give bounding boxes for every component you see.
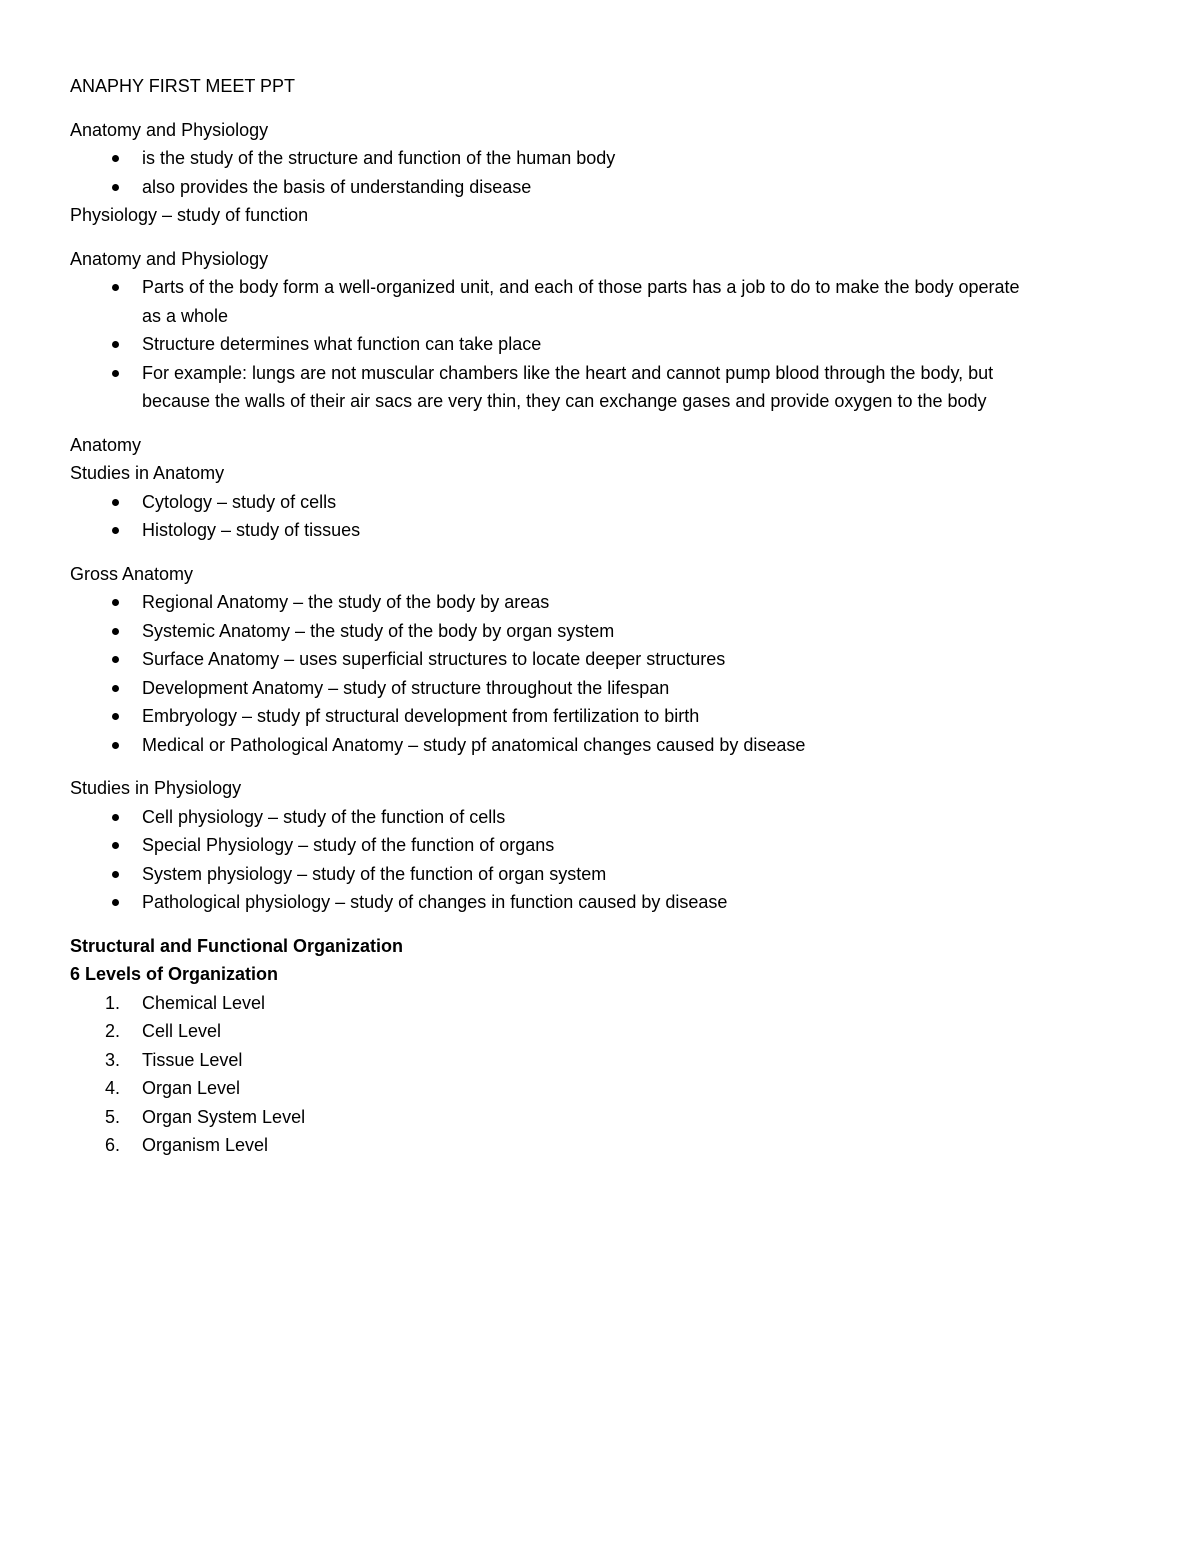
document-page (70, 72, 1130, 1160)
bullet-icon (112, 685, 119, 692)
list-item-text: Cell physiology – study of the function of cells (142, 806, 506, 827)
list-item-text: Histology – study of tissues (142, 520, 361, 540)
list-item-text: is the study of the structure and function of the human body (142, 148, 616, 168)
bullet-icon (112, 814, 119, 821)
list-item (70, 645, 1130, 674)
list-item (70, 989, 1130, 1018)
bullet-list (70, 488, 1130, 545)
list-item (70, 888, 1130, 917)
bullet-icon (112, 527, 119, 534)
list-number: 5. (105, 1106, 121, 1127)
list-item (70, 1046, 1130, 1075)
list-item (70, 1103, 1130, 1132)
list-item-text: Organ Level (142, 1078, 241, 1098)
list-item-text: Cytology – study of cells (142, 491, 337, 512)
definition-line: Physiology – study of function (70, 205, 309, 225)
list-item (70, 588, 1130, 617)
section-heading: Anatomy and Physiology (70, 248, 269, 269)
list-item-text: Surface Anatomy – uses superficial structures to locate deeper structures (142, 649, 726, 669)
list-item (70, 803, 1130, 832)
list-item-text: Cell Level (142, 1021, 222, 1041)
list-item (70, 831, 1130, 860)
list-item-text: Medical or Pathological Anatomy – study pf anatomical changes caused by disease (142, 734, 806, 755)
list-item-text: Pathological physiology – study of changes in function caused by disease (142, 892, 728, 912)
list-item (70, 273, 1130, 330)
list-item (70, 359, 1130, 416)
list-item-text: Parts of the body form a well-organized unit, and each of those parts has a job to do to make the body operate (142, 277, 1020, 297)
list-item-text: Organ System Level (142, 1106, 306, 1127)
list-number: 1. (105, 992, 121, 1013)
bullet-icon (112, 842, 119, 849)
list-item (70, 1017, 1130, 1046)
bullet-icon (112, 155, 119, 162)
list-item (70, 173, 1130, 202)
bullet-list (70, 588, 1130, 759)
list-item (70, 731, 1130, 760)
list-item (70, 488, 1130, 517)
bullet-list (70, 803, 1130, 917)
section-heading: Anatomy (70, 434, 142, 455)
bullet-list (70, 144, 1130, 201)
bullet-icon (112, 628, 119, 635)
bullet-icon (112, 713, 119, 720)
list-item-text: Chemical Level (142, 992, 266, 1013)
section-heading: Studies in Physiology (70, 778, 242, 798)
bullet-icon (112, 599, 119, 606)
list-item (70, 516, 1130, 545)
list-item (70, 1074, 1130, 1103)
list-item (70, 702, 1130, 731)
list-item-text: also provides the basis of understanding disease (142, 176, 532, 197)
bullet-icon (112, 742, 119, 749)
list-item (70, 1131, 1130, 1160)
bullet-icon (112, 899, 119, 906)
list-item (70, 330, 1130, 359)
list-item-text: Organism Level (142, 1135, 269, 1155)
section-heading: Gross Anatomy (70, 563, 194, 584)
numbered-list (70, 989, 1130, 1160)
list-item-text: Systemic Anatomy – the study of the body by organ system (142, 620, 615, 641)
bullet-icon (112, 341, 119, 348)
bullet-icon (112, 656, 119, 663)
bullet-icon (112, 370, 119, 377)
list-item-text: Regional Anatomy – the study of the body by areas (142, 592, 550, 612)
list-item-text: Development Anatomy – study of structure throughout the lifespan (142, 677, 670, 698)
list-number: 2. (105, 1021, 121, 1041)
bullet-icon (112, 499, 119, 506)
list-item-text: Tissue Level (142, 1049, 243, 1070)
bullet-icon (112, 284, 119, 291)
bullet-icon (112, 184, 119, 191)
list-item-text-continued: because the walls of their air sacs are very thin, they can exchange gases and provide oxygen to the body (142, 391, 987, 411)
bullet-icon (112, 871, 119, 878)
bullet-list (70, 273, 1130, 416)
list-item (70, 674, 1130, 703)
list-item-text: Special Physiology – study of the function of organs (142, 835, 555, 855)
list-item-text-continued: as a whole (142, 305, 229, 326)
list-item (70, 860, 1130, 889)
section-heading-bold: Structural and Functional Organization (70, 935, 404, 956)
list-item-text: System physiology – study of the function of organ system (142, 863, 607, 884)
section-heading: Anatomy and Physiology (70, 119, 269, 140)
list-number: 3. (105, 1049, 121, 1070)
list-item-text: For example: lungs are not muscular chambers like the heart and cannot pump blood through the body, but (142, 362, 994, 383)
list-item-text: Embryology – study pf structural development from fertilization to birth (142, 706, 700, 726)
section-subheading-bold: 6 Levels of Organization (70, 964, 279, 984)
list-number: 4. (105, 1078, 121, 1098)
list-item (70, 144, 1130, 173)
list-number: 6. (105, 1135, 121, 1155)
list-item (70, 617, 1130, 646)
document-title: ANAPHY FIRST MEET PPT (70, 76, 296, 96)
list-item-text: Structure determines what function can take place (142, 334, 542, 354)
section-subheading: Studies in Anatomy (70, 463, 225, 483)
